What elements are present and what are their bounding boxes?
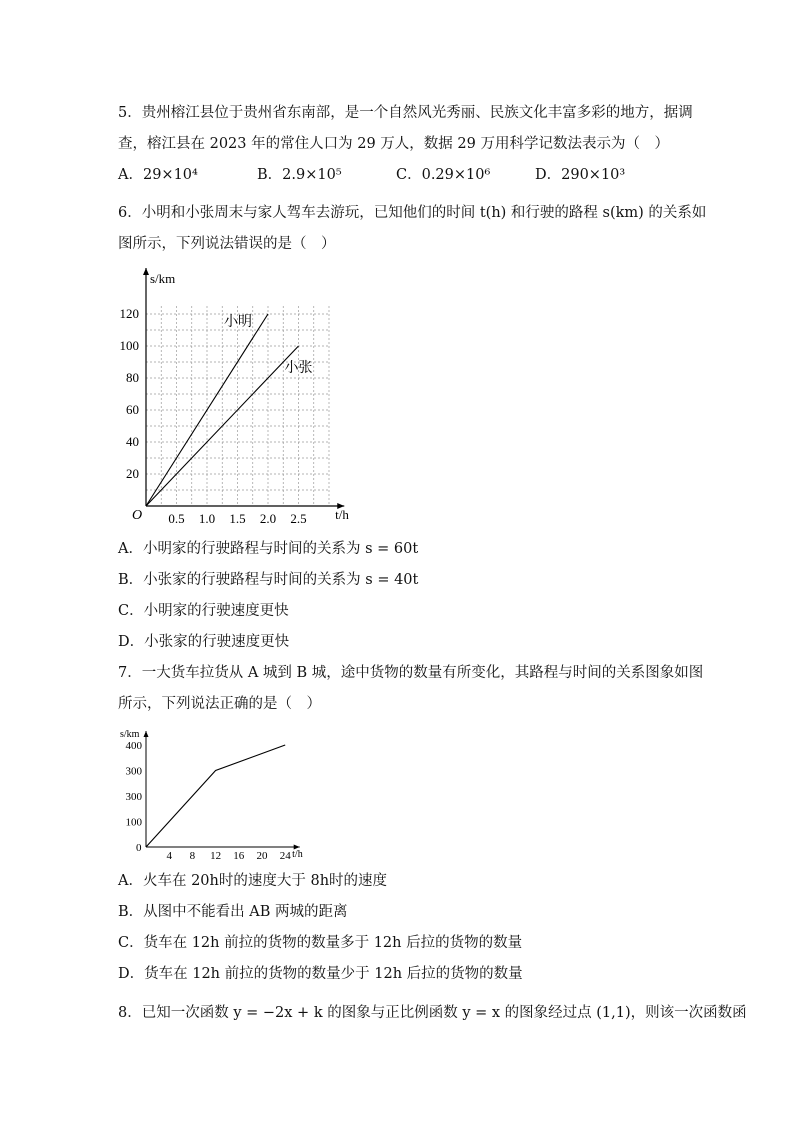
y-axis-arrow — [144, 731, 149, 737]
q5-option-a: A．29×10⁴ — [118, 167, 198, 183]
x-tick-label: 1.0 — [198, 511, 216, 526]
origin-label: O — [132, 508, 143, 523]
y-tick-label: 300 — [125, 765, 142, 778]
x-tick-label: 2.5 — [290, 511, 307, 526]
x-tick-label: 2.0 — [259, 511, 277, 526]
x-tick-label: 12 — [210, 850, 222, 862]
x-tick-label: 0.5 — [168, 511, 185, 526]
y-tick-label: 40 — [126, 434, 139, 449]
q7-option-b: B．从图中不能看出 AB 两城的距离 — [118, 904, 348, 920]
y-axis-arrow — [143, 268, 149, 275]
q5-stem-line1: 5．贵州榕江县位于贵州省东南部，是一个自然风光秀丽、民族文化丰富多彩的地方，据调 — [118, 105, 693, 121]
q6-distance-time-graph — [110, 262, 350, 527]
q6-option-b: B．小张家的行驶路程与时间的关系为 s = 40t — [118, 572, 419, 588]
y-axis-label: s/km — [120, 729, 140, 740]
y-tick-label: 100 — [125, 816, 142, 829]
q6-stem-line2: 图所示，下列说法错误的是（ ） — [118, 236, 336, 252]
q6-option-c: C．小明家的行驶速度更快 — [118, 603, 289, 619]
q5-option-c: C．0.29×10⁶ — [396, 167, 491, 183]
q6-option-d: D．小张家的行驶速度更快 — [118, 634, 290, 650]
y-tick-label: 20 — [126, 466, 139, 481]
q6-stem-line1: 6．小明和小张周末与家人驾车去游玩，已知他们的时间 t(h) 和行驶的路程 s(km) 的关系如 — [118, 205, 707, 221]
q5-option-b: B．2.9×10⁵ — [257, 167, 342, 183]
y-tick-label: 400 — [125, 740, 142, 752]
y-tick-label: 60 — [126, 402, 139, 417]
y-tick-label: 120 — [119, 306, 139, 321]
q7-option-a: A．火车在 20h时的速度大于 8h时的速度 — [118, 873, 388, 889]
x-axis-label: t/h — [292, 849, 303, 860]
x-tick-label: 24 — [279, 850, 291, 862]
x-tick-label: 4 — [166, 850, 172, 862]
origin-label: 0 — [136, 842, 142, 854]
x-tick-label: 16 — [233, 850, 245, 862]
q7-option-c: C．货车在 12h 前拉的货物的数量多于 12h 后拉的货物的数量 — [118, 935, 523, 951]
y-tick-label: 300 — [125, 791, 142, 803]
q5-option-d: D．290×10³ — [535, 167, 626, 183]
x-tick-label: 1.5 — [229, 511, 246, 526]
q7-stem-line1: 7．一大货车拉货从 A 城到 B 城，途中货物的数量有所变化，其路程与时间的关系图象如图 — [118, 665, 704, 681]
y-axis-label: s/km — [150, 271, 176, 286]
series-label: 小明 — [224, 315, 252, 330]
q7-distance-time-graph — [110, 725, 330, 865]
q5-stem-line2: 查，榕江县在 2023 年的常住人口为 29 万人，数据 29 万用科学记数法表示为（ ） — [118, 136, 669, 152]
x-tick-label: 8 — [189, 850, 196, 862]
x-tick-label: 20 — [256, 850, 268, 862]
q6-option-a: A．小明家的行驶路程与时间的关系为 s = 60t — [118, 541, 419, 557]
x-axis-label: t/h — [335, 507, 349, 522]
y-tick-label: 100 — [119, 338, 139, 353]
q7-stem-line2: 所示，下列说法正确的是（ ） — [118, 696, 321, 712]
y-tick-label: 80 — [126, 370, 139, 385]
q8-stem-line1: 8．已知一次函数 y = −2x + k 的图象与正比例函数 y = x 的图象经过点 (1,1)，则该一次函数函 — [118, 1005, 747, 1021]
q7-option-d: D．货车在 12h 前拉的货物的数量少于 12h 后拉的货物的数量 — [118, 966, 523, 982]
series-line — [146, 745, 285, 847]
series-label: 小张 — [284, 361, 313, 376]
